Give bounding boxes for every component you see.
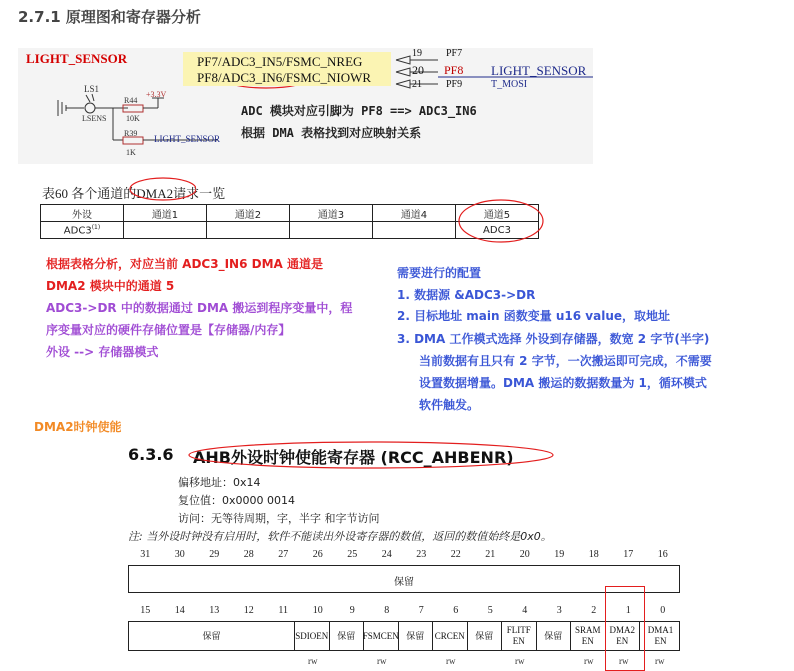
register-upper-half bbox=[128, 565, 680, 593]
dma-header-ch4: 通道4 bbox=[373, 205, 456, 222]
register-section-number: 6.3.6 bbox=[128, 445, 174, 464]
bit-number: 7 bbox=[418, 605, 424, 616]
bit-number: 23 bbox=[416, 549, 427, 560]
dma-cell bbox=[373, 222, 456, 239]
bit-number: 19 bbox=[554, 549, 565, 560]
field-crcen: CRCEN bbox=[432, 622, 467, 650]
field-reserved-5: 保留 bbox=[467, 622, 502, 650]
bit-number: 22 bbox=[450, 549, 461, 560]
bit-number: 29 bbox=[209, 549, 220, 560]
net-light-sensor: LIGHT_SENSOR bbox=[491, 63, 587, 78]
field-reserved-7: 保留 bbox=[398, 622, 433, 650]
bit-numbers-low bbox=[128, 605, 680, 619]
dma2-clock-label: DMA2时钟使能 bbox=[34, 420, 122, 434]
reset-value: 复位值：0x0000 0014 bbox=[178, 494, 295, 507]
analysis-purple-line1: ADC3->DR 中的数据通过 DMA 搬运到程序变量中，程 bbox=[46, 301, 353, 315]
config-title: 需要进行的配置 bbox=[397, 266, 482, 280]
analysis-red-line1: 根据表格分析，对应当前 ADC3_IN6 DMA 通道是 bbox=[46, 257, 323, 271]
bit-number: 17 bbox=[623, 549, 634, 560]
dma-row-label: ADC3$^{(1)}$ bbox=[41, 222, 124, 239]
bit-number: 3 bbox=[556, 605, 562, 616]
analysis-red-line2: DMA2 模块中的通道 5 bbox=[46, 279, 175, 293]
field-flitfen: FLITF EN bbox=[501, 622, 536, 650]
rw-crcen: rw bbox=[446, 656, 456, 666]
bit-number: 20 bbox=[519, 549, 530, 560]
r39-value: 1K bbox=[126, 148, 136, 157]
pin-number-19: 19 bbox=[412, 48, 422, 59]
analysis-purple-line2: 序变量对应的硬件存储位置是【存储器/内存】 bbox=[46, 323, 291, 337]
r44-label: R44 bbox=[124, 96, 138, 105]
bit-number: 6 bbox=[453, 605, 459, 616]
config-line5: 设置数据增量。DMA 搬运的数据数量为 1，循环模式 bbox=[419, 376, 707, 390]
register-title-circle bbox=[186, 438, 556, 472]
dma2-circle bbox=[126, 176, 196, 202]
pf8-label: PF8 bbox=[444, 63, 464, 77]
dma-cell bbox=[290, 222, 373, 239]
pf7-label: PF7 bbox=[446, 48, 463, 59]
rw-fsmcen: rw bbox=[377, 656, 387, 666]
rw-dma2en: rw bbox=[619, 656, 629, 666]
bit-number: 5 bbox=[487, 605, 493, 616]
dma-header-ch3: 通道3 bbox=[290, 205, 373, 222]
bit-number: 15 bbox=[140, 605, 151, 616]
lsens-label: LSENS bbox=[82, 114, 107, 123]
offset-address: 偏移地址：0x14 bbox=[178, 476, 261, 489]
reserved-upper: 保留 bbox=[394, 577, 414, 588]
bit-number: 16 bbox=[657, 549, 668, 560]
net-t-mosi: T_MOSI bbox=[491, 79, 528, 90]
dma-header-ch5: 通道5 bbox=[456, 205, 539, 222]
pin-number-20: 20 bbox=[412, 63, 424, 77]
field-reserved-3: 保留 bbox=[536, 622, 571, 650]
bit-number: 14 bbox=[174, 605, 185, 616]
bit-number: 28 bbox=[243, 549, 254, 560]
bit-number: 25 bbox=[347, 549, 358, 560]
bit-number: 24 bbox=[381, 549, 392, 560]
bit-number: 30 bbox=[174, 549, 185, 560]
dma-header-peripheral: 外设 bbox=[41, 205, 124, 222]
bit-number: 1 bbox=[625, 605, 631, 616]
bit-number: 31 bbox=[140, 549, 151, 560]
register-section-title: AHB外设时钟使能寄存器 (RCC_AHBENR) bbox=[193, 448, 514, 467]
bit-number: 0 bbox=[660, 605, 666, 616]
dma-header-ch1: 通道1 bbox=[124, 205, 207, 222]
bit-number: 8 bbox=[384, 605, 390, 616]
ls1-label: LS1 bbox=[84, 84, 100, 94]
field-fsmcen: FSMCEN bbox=[363, 622, 398, 650]
field-sramen: SRAM EN bbox=[570, 622, 605, 650]
register-note: 注: 当外设时钟没有启用时，软件不能读出外设寄存器的数值，返回的数值始终是0x0。 bbox=[128, 530, 552, 543]
bit-numbers-high bbox=[128, 549, 680, 563]
config-line3: 3. DMA 工作模式选择 外设到存储器，数宽 2 字节(半字) bbox=[397, 332, 710, 346]
bit-number: 9 bbox=[349, 605, 355, 616]
dma-cell bbox=[207, 222, 290, 239]
r44-value: 10K bbox=[126, 114, 140, 123]
field-sdioen: SDIOEN bbox=[294, 622, 329, 650]
section-title: 2.7.1 原理图和寄存器分析 bbox=[18, 8, 201, 26]
dma-header-ch2: 通道2 bbox=[207, 205, 290, 222]
r39-label: R39 bbox=[124, 129, 138, 138]
config-line4: 当前数据有且只有 2 字节，一次搬运即可完成，不需要 bbox=[419, 354, 712, 368]
field-reserved-9: 保留 bbox=[329, 622, 364, 650]
rw-dma1en: rw bbox=[655, 656, 665, 666]
dma-cell-ch5: ADC3 bbox=[456, 222, 539, 239]
bit-number: 13 bbox=[209, 605, 220, 616]
adc-note-line1: ADC 模块对应引脚为 PF8 ==> ADC3_IN6 bbox=[241, 104, 477, 118]
r39-net-label: LIGHT_SENSOR bbox=[154, 134, 221, 144]
config-line6: 软件触发。 bbox=[419, 398, 480, 412]
bit-number: 10 bbox=[312, 605, 323, 616]
bit-number: 27 bbox=[278, 549, 289, 560]
channel5-circle bbox=[456, 198, 546, 244]
field-dma1en: DMA1 EN bbox=[639, 622, 681, 650]
pin-line-pf7: PF7/ADC3_IN5/FSMC_NREG bbox=[197, 54, 363, 69]
access-info: 访问：无等待周期，字，半字 和字节访问 bbox=[178, 512, 380, 525]
adc-note-line2: 根据 DMA 表格找到对应映射关系 bbox=[241, 126, 422, 140]
dma-cell bbox=[124, 222, 207, 239]
bit-number: 21 bbox=[485, 549, 496, 560]
register-lower-half bbox=[128, 621, 680, 651]
bit-number: 18 bbox=[588, 549, 599, 560]
bit-number: 4 bbox=[522, 605, 528, 616]
bit-number: 2 bbox=[591, 605, 597, 616]
config-line2: 2. 目标地址 main 函数变量 u16 value，取地址 bbox=[397, 309, 671, 323]
rw-flitfen: rw bbox=[515, 656, 525, 666]
schematic-title: LIGHT_SENSOR bbox=[26, 51, 128, 66]
bit-number: 11 bbox=[278, 605, 289, 616]
rw-sdioen: rw bbox=[308, 656, 318, 666]
pin-line-pf8: PF8/ADC3_IN6/FSMC_NIOWR bbox=[197, 70, 372, 85]
pin-number-21: 21 bbox=[412, 79, 422, 90]
bit-number: 26 bbox=[312, 549, 323, 560]
field-dma2en: DMA2 EN bbox=[605, 622, 640, 650]
dma-table-caption: 表60 各个通道的DMA2请求一览 bbox=[42, 186, 226, 201]
bit-number: 12 bbox=[243, 605, 254, 616]
v33-label: +3.3V bbox=[146, 90, 167, 99]
analysis-purple-line3: 外设 --> 存储器模式 bbox=[46, 345, 159, 359]
config-line1: 1. 数据源 &ADC3->DR bbox=[397, 288, 536, 302]
rw-sramen: rw bbox=[584, 656, 594, 666]
pf9-label: PF9 bbox=[446, 79, 463, 90]
field-reserved-15-11: 保留 bbox=[202, 630, 221, 641]
